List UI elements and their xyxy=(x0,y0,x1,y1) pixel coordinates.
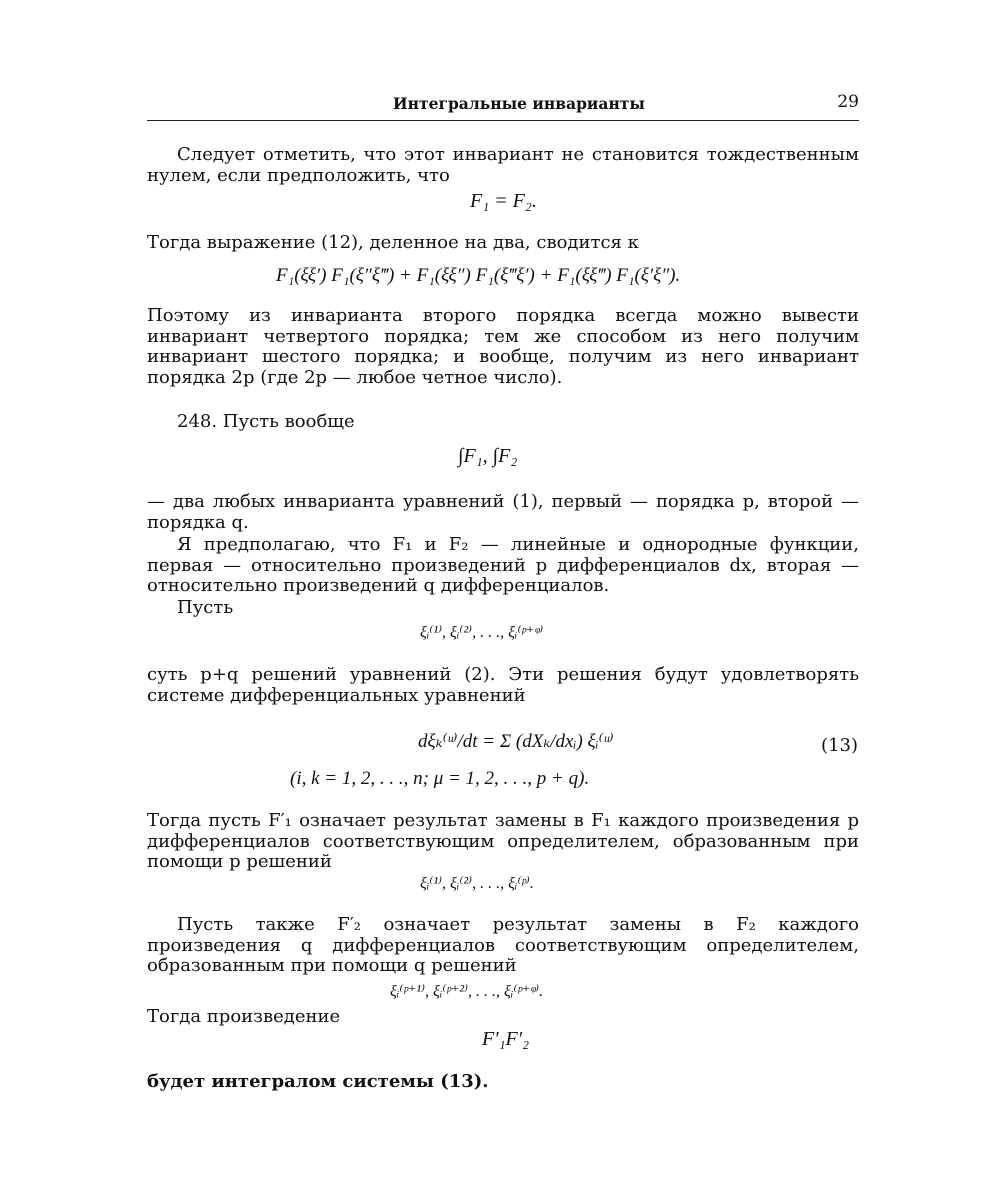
formula-reduced-expression: F₁(ξξ′) F₁(ξ″ξ‴) + F₁(ξξ″) F₁(ξ‴ξ′) + F₁(ξξ‴) F₁(ξ′ξ″). xyxy=(276,265,681,286)
paragraph-8: суть p+q решений уравнений (2). Эти решения будут удовлетворять системе дифференциальных уравнений xyxy=(147,664,859,706)
section-248-heading: 248. Пусть вообще xyxy=(177,411,355,432)
page-number: 29 xyxy=(837,92,859,112)
formula-p-solutions: ξᵢ⁽¹⁾, ξᵢ⁽²⁾, . . ., ξᵢ⁽ᵖ⁾. xyxy=(420,875,534,892)
formula-invariants: ∫F₁, ∫F₂ xyxy=(458,445,518,467)
paragraph-9: Тогда пусть F′₁ означает результат замены в F₁ каждого произведения p дифференциалов соответствующим определителем, образованным при помощи p решений xyxy=(147,810,859,872)
equation-number-13: (13) xyxy=(821,735,858,756)
paragraph-11: Тогда произведение xyxy=(147,1006,341,1027)
paragraph-1: Следует отметить, что этот инвариант не становится тождественным нулем, если предположить, что xyxy=(147,144,859,186)
formula-solutions-list: ξᵢ⁽¹⁾, ξᵢ⁽²⁾, . . ., ξᵢ⁽ᵖ⁺ᵠ⁾ xyxy=(420,624,544,641)
formula-q-solutions: ξᵢ⁽ᵖ⁺¹⁾, ξᵢ⁽ᵖ⁺²⁾, . . ., ξᵢ⁽ᵖ⁺ᵠ⁾. xyxy=(390,983,544,1000)
header-title: Интегральные инварианты xyxy=(393,94,645,113)
formula-f1-equals-f2: F₁ = F₂. xyxy=(470,190,537,212)
paragraph-5: — два любых инварианта уравнений (1), первый — порядка p, второй — порядка q. xyxy=(147,491,859,533)
formula-13-system: dξₖ⁽ᵘ⁾/dt = Σ (dXₖ/dxᵢ) ξᵢ⁽ᵘ⁾ xyxy=(418,731,614,752)
paragraph-3: Поэтому из инварианта второго порядка всегда можно вывести инвариант четвертого порядка; тем же способом из него получим инвариант шестого порядка; и вообще, получим из него инвариант порядка 2p (где 2p — любое четное число). xyxy=(147,305,859,388)
paragraph-6: Я предполагаю, что F₁ и F₂ — линейные и однородные функции, первая — относительно произведений p дифференциалов dx, вторая — относительно произведений q дифференциалов. xyxy=(147,534,859,596)
running-header xyxy=(147,92,859,121)
paragraph-7: Пусть xyxy=(177,597,234,618)
paragraph-12: будет интегралом системы (13). xyxy=(147,1071,489,1092)
paragraph-2: Тогда выражение (12), деленное на два, сводится к xyxy=(147,232,639,253)
paragraph-10: Пусть также F′₂ означает результат замены в F₂ каждого произведения q дифференциалов соответствующим определителем, образованным при помощи q решений xyxy=(147,914,859,976)
formula-product: F′₁F′₂ xyxy=(482,1028,530,1050)
formula-13-indices: (i, k = 1, 2, . . ., n; μ = 1, 2, . . ., p + q). xyxy=(290,768,590,789)
